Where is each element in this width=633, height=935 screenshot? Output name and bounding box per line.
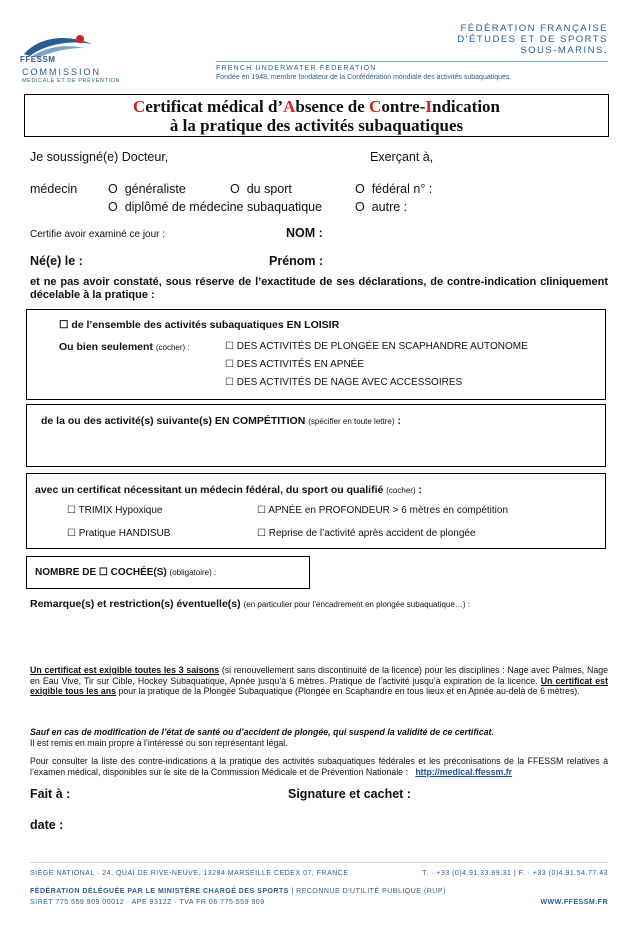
footer-phone: T. · +33 (0)4.91.33.99.31 | F. · +33 (0)4.91.54.77.43 <box>422 870 608 877</box>
title-initial: C <box>369 97 382 116</box>
competition-box <box>26 404 606 467</box>
federation-line: SOUS-MARINS. <box>520 45 608 56</box>
option-du-sport[interactable] <box>230 182 292 196</box>
option-federal[interactable] <box>355 182 432 196</box>
date-label: date : <box>30 818 64 832</box>
note-sauf: Sauf en cas de modification de l’état de santé ou d’accident de plongée, qui suspend la validité de ce certificat. <box>30 727 494 737</box>
title-text: ndication <box>432 97 501 116</box>
note-three-seasons: Un certificat est exigible toutes les 3 saisons <box>30 665 220 675</box>
founded-note: Fondée en 1948, membre fondateur de la Confédération mondiale des activités subaquatiques. <box>216 74 512 81</box>
note-remis: Il est remis en main propre à l’intéressé ou son représentant légal. <box>30 738 288 748</box>
option-scaphandre[interactable]: ☐ DES ACTIVITÉS DE PLONGÉE EN SCAPHANDRE AUTONOME <box>225 341 528 352</box>
remarques-text: Remarque(s) et restriction(s) éventuelle(s) <box>30 598 241 610</box>
count-text: NOMBRE DE ☐ COCHÉE(S) <box>35 567 167 578</box>
radio-icon: O <box>108 200 118 214</box>
footer-siret: SIRET 775 559 909 00012 · APE 9312Z · TVA FR 06 775 559 909 <box>30 899 265 906</box>
certificate-title <box>24 94 609 137</box>
option-generaliste[interactable] <box>108 182 186 196</box>
note-validity <box>30 665 608 697</box>
constat-text: et ne pas avoir constaté, sous réserve de l’exactitude de ses déclarations, de contre-indication cliniquement décelable à la pratique : <box>30 276 608 301</box>
header-divider <box>216 61 608 62</box>
federation-line: FÉDÉRATION FRANÇAISE <box>460 23 608 34</box>
note-yearly: Un certificat est exigible tous les ans <box>30 675 609 696</box>
competition-hint: (spécifier en toute lettre) <box>308 417 395 426</box>
footer-website[interactable]: WWW.FFESSM.FR <box>540 899 608 906</box>
soussigne-label: Je soussigné(e) Docteur, <box>30 150 169 164</box>
competition-text: de la ou des activité(s) suivante(s) EN COMPÉTITION <box>41 415 306 427</box>
nom-label: NOM : <box>286 226 323 240</box>
certifie-label: Certifie avoir examiné ce jour : <box>30 229 166 240</box>
title-text: ontre- <box>381 97 426 116</box>
underwater-federation: FRENCH UNDERWATER FEDERATION <box>216 65 377 72</box>
note-consulter-text: Pour consulter la liste des contre-indications à la pratique des activités subaquatiques fédérales et les préconisations de la FFESSM relatives à l’examen médical, disponibles sur le site de la Commission Médicale et de Prévention Nationale : <box>30 756 608 777</box>
remarques-label <box>30 598 470 610</box>
option-label: diplômé de médecine subaquatique <box>124 200 323 214</box>
option-trimix[interactable]: ☐ TRIMIX Hypoxique <box>67 505 163 516</box>
radio-icon: O <box>355 182 365 196</box>
qualified-colon: : <box>418 484 423 496</box>
title-text: ertificat médical d’ <box>145 97 284 116</box>
ou-bien-label <box>59 341 190 353</box>
option-diplome[interactable] <box>108 200 322 214</box>
title-initial: A <box>283 97 296 116</box>
footer-divider <box>30 862 608 863</box>
brand-name: FFESSM <box>20 55 56 64</box>
signature-label: Signature et cachet : <box>288 787 411 801</box>
loisir-box <box>26 309 606 400</box>
commission-title: COMMISSION <box>22 67 102 77</box>
qualified-box <box>26 473 606 549</box>
footer-delegation: FÉDÉRATION DÉLÉGUÉE PAR LE MINISTÈRE CHARGÉ DES SPORTS | RECONNUE D'UTILITÉ PUBLIQUE (RUP) <box>30 888 446 895</box>
cocher-hint: (cocher) : <box>155 343 190 352</box>
note-plongee: pour la pratique de la Plongée Subaquatique (Plongée en Scaphandre en tous lieux et en Apnée au-delà de 6 mètres). <box>116 686 580 696</box>
federation-line: D'ÉTUDES ET DE SPORTS <box>457 34 608 45</box>
option-handisub[interactable]: ☐ Pratique HANDISUB <box>67 528 171 539</box>
title-initial: C <box>132 97 146 116</box>
prenom-label: Prénom : <box>269 254 324 268</box>
competition-colon: : <box>397 415 401 427</box>
option-label: autre : <box>371 200 408 214</box>
option-label: généraliste <box>124 182 186 196</box>
ou-bien-text: Ou bien seulement <box>59 341 153 353</box>
commission-subtitle: MÉDICALE ET DE PRÉVENTION <box>22 78 121 84</box>
title-line-2: à la pratique des activités subaquatiques <box>169 116 464 135</box>
note-disciplines: (si renouvellement sans discontinuité de la licence) pour les disciplines : Nage avec Palmes, Nage en Eau Vive, Tir sur Cible, Hockey Subaquatique, Apnée jusqu’à 6 mètres. Pratique de l’activité jusqu’à expiration de la licence. <box>30 665 608 686</box>
loisir-checkbox[interactable]: ☐ de l’ensemble des activités subaquatiques EN LOISIR <box>59 319 340 331</box>
option-label: du sport <box>246 182 292 196</box>
medecin-label: médecin <box>30 182 78 196</box>
remarques-hint: (en particulier pour l’encadrement en plongée subaquatique…) : <box>243 600 470 609</box>
count-box <box>26 556 310 589</box>
exercant-label: Exerçant à, <box>370 150 434 164</box>
nele-label: Né(e) le : <box>30 254 83 268</box>
medical-link[interactable]: http://medical.ffessm.fr <box>415 766 513 777</box>
footer-address: SIÈGE NATIONAL · 24, QUAI DE RIVE-NEUVE, 13284 MARSEILLE CEDEX 07, FRANCE <box>30 870 349 877</box>
competition-label <box>41 415 401 427</box>
qualified-text: avec un certificat nécessitant un médecin fédéral, du sport ou qualifié <box>35 484 384 496</box>
radio-icon: O <box>230 182 240 196</box>
qualified-hint: (cocher) <box>386 486 416 495</box>
option-label: fédéral n° : <box>371 182 433 196</box>
footer-delegue: FÉDÉRATION DÉLÉGUÉE PAR LE MINISTÈRE CHARGÉ DES SPORTS <box>30 888 289 895</box>
federation-title <box>457 23 608 56</box>
radio-icon: O <box>108 182 118 196</box>
qualified-label <box>35 484 422 496</box>
title-initial: I <box>425 97 432 116</box>
option-apnee[interactable]: ☐ DES ACTIVITÉS EN APNÉE <box>225 359 365 370</box>
option-nage[interactable]: ☐ DES ACTIVITÉS DE NAGE AVEC ACCESSOIRES <box>225 377 463 388</box>
option-apnee-profondeur[interactable]: ☐ APNÉE en PROFONDEUR > 6 mètres en compétition <box>257 505 509 516</box>
fait-a-label: Fait à : <box>30 787 71 801</box>
note-consulter <box>30 756 608 777</box>
footer-utilite: RECONNUE D'UTILITÉ PUBLIQUE (RUP) <box>296 888 446 895</box>
count-label <box>35 567 216 578</box>
option-autre[interactable] <box>355 200 407 214</box>
count-hint: (obligatoire) : <box>169 568 217 577</box>
radio-icon: O <box>355 200 365 214</box>
option-reprise[interactable]: ☐ Reprise de l’activité après accident de plongée <box>257 528 476 539</box>
title-text: bsence de <box>295 97 370 116</box>
title-line-1 <box>25 97 608 116</box>
